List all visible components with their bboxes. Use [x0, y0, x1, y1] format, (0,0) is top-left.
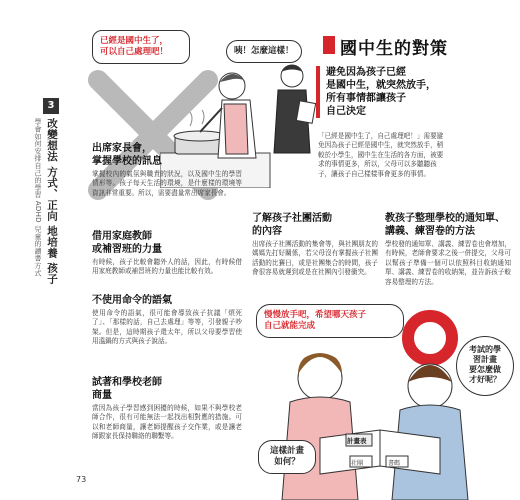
section-heading-consult-teacher: 試著和學校老師 商量	[92, 377, 162, 401]
page-number: 73	[76, 475, 87, 484]
notebook-tag-exam: 書碼	[388, 460, 401, 467]
mother-cooking-illustration	[160, 58, 275, 188]
section-heading-organize: 教孩子整理學校的通知單、 講義、練習卷的方法	[385, 213, 505, 237]
section-body-club: 出席孩子社團活動的集會等，與社團朋友的媽媽先打好關係，若父母沒有掌握孩子社團活動的比賽日，或是社團集合的時間，孩子會很容易就遲到或是在社團內引發衝突。	[252, 240, 378, 277]
intro-body-text: 「已經是國中生了，自己處理吧！」需要避免因為孩子已經是國中生，就突然放手，稍較於小學生，國中生在生活的各方面，被要求的事情更多，所以，父母可以多聽聽孩子，讓孩子自己樣樣事會更多的事情。	[318, 132, 444, 178]
section-body-consult-teacher: 當因為孩子學習感到困擾的時候，如果不與學校老師合作，很有可能無法一起找出相對應的措施。可以和老師商量，讓老師提醒孩子交作業，或是讓老師跟家長保持聯絡的聯繫等。	[92, 404, 242, 441]
mother-speech-bubble: 咦！怎麼這樣！	[226, 40, 302, 63]
title-accent-bar	[323, 36, 335, 54]
chapter-title: 改變想法 方式、正向 地培養 孩子	[46, 118, 58, 285]
child-speech-bubble: 考試的學 習計畫 要怎麼做 才好呢？	[456, 336, 514, 396]
section-heading-club: 了解孩子社團活動 的內容	[252, 213, 332, 237]
chapter-subtitle: 學會如何安排自己的學習 ADHD 兒童的讀書方式	[34, 118, 42, 277]
notebook-label: 計畫表	[347, 437, 367, 445]
section-body-tutor: 有時候，孩子比較會聽外人的話，因此，有時候借用家庭教師或補習班的力量也能比較有效。	[92, 258, 242, 276]
intro-heading: 避免因為孩子已經 是國中生，就突然放手， 所有事情都讓孩子 自己決定	[326, 67, 436, 117]
chapter-number: 3	[43, 98, 59, 114]
section-body-no-commands: 使用命令的語氣，很可能會導致孩子抗議「煩死了」、「那樣的話，自己去處理」等等，引發親子吵架。但是，這時期孩子還太年，所以父母要學習使用溫鍋的方式與孩子說話。	[92, 309, 242, 346]
notebook-tag-club: 社團	[351, 460, 364, 467]
intro-accent-bar	[316, 66, 320, 118]
section-body-organize: 學校發的通知單、講義、練習卷也會增加，有時候，老師會要求之後一併提交，父母可以幫孩子準備一個可以依照科目收納通知單、講義、練習卷的收納架，並告訴孩子較容易整理的方法。	[385, 240, 511, 286]
teacher-speech-bubble: 已經是國中生了， 可以自己處理吧！	[92, 30, 190, 64]
section-body-parent-meeting: 掌握校內的氣氛與職責的狀況，以及國中生的學習情形等。孩子每天生活的環境，是什麼樣的環境等資訊非常重要。所以，需要盡量常出席家長會。	[92, 170, 242, 197]
chapter-sidebar	[0, 96, 70, 326]
student-illustration	[262, 58, 322, 158]
section-heading-tutor: 借用家庭教師 或補習班的力量	[92, 231, 162, 255]
section-heading-no-commands: 不使用命令的語氣	[92, 295, 172, 306]
section-heading-parent-meeting: 出席家長會， 掌握學校的訊息	[92, 143, 162, 167]
page-title: 國中生的對策	[340, 39, 448, 59]
advice-speech-bubble: 慢慢放手吧，希望哪天孩子 自己就能完成	[256, 304, 404, 338]
parent-speech-bubble: 這樣計畫 如何？	[258, 440, 316, 474]
